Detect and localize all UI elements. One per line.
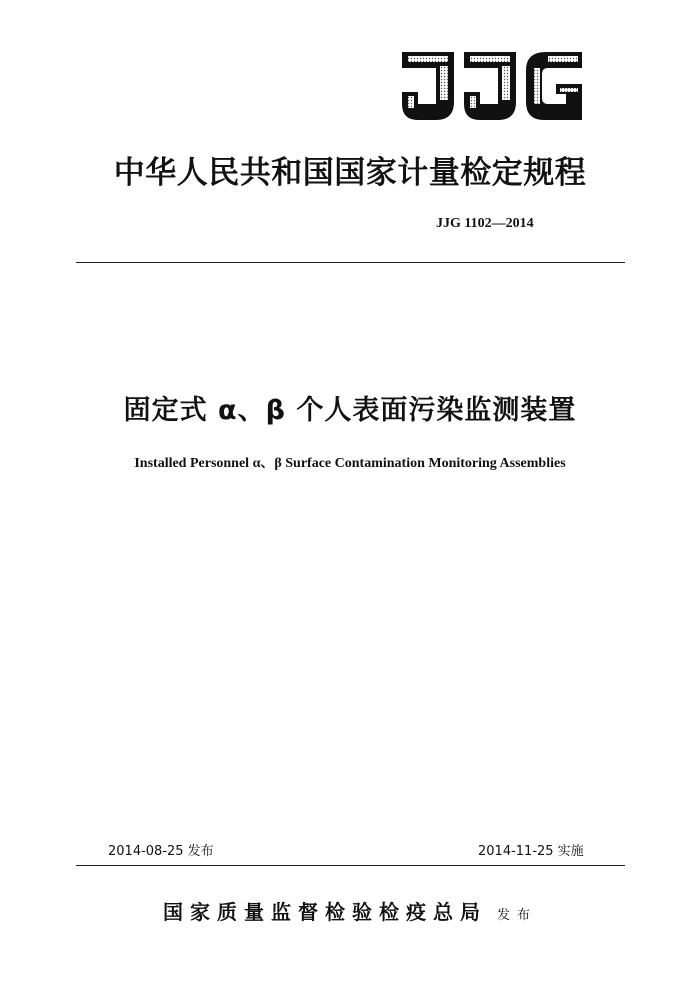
implementation-date: 2014-11-25 实施 [478, 844, 584, 859]
issuer-suffix: 发布 [496, 908, 537, 923]
document-title-chinese: 固定式 α、β 个人表面污染监测装置 [123, 395, 577, 426]
standard-code: JJG 1102—2014 [436, 216, 534, 231]
document-title-english: Installed Personnel α、β Surface Contamination Monitoring Assemblies [134, 456, 566, 471]
issue-date: 2014-08-25 发布 [108, 844, 214, 859]
series-title: 中华人民共和国国家计量检定规程 [113, 155, 587, 191]
bottom-divider [76, 865, 625, 866]
jjg-logo-icon [398, 48, 586, 124]
issuer-name: 国家质量监督检验检疫总局 [162, 900, 487, 924]
top-divider [76, 262, 625, 263]
issuer-line [0, 896, 700, 925]
